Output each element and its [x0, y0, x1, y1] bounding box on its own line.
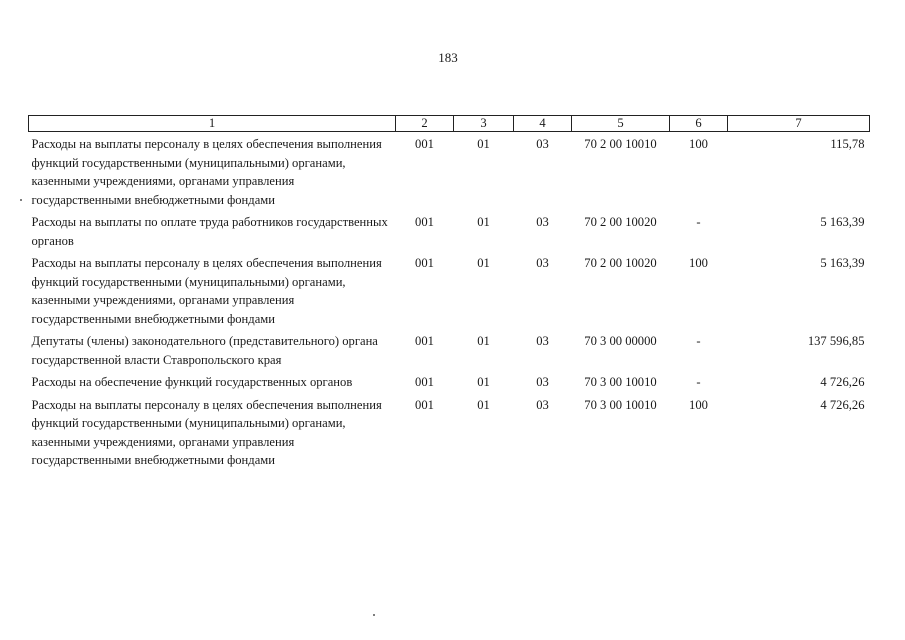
subsection-code: 03 [536, 215, 549, 229]
amount: 5 163,39 [820, 256, 865, 270]
scan-speck [20, 199, 22, 201]
page-number: 183 [438, 50, 458, 65]
target-article-code: 70 3 00 00000 [584, 334, 657, 348]
amount: 4 726,26 [820, 397, 865, 412]
header-col-3: 3 [454, 116, 514, 132]
amount: 4 726,26 [820, 375, 865, 389]
ministry-code: 001 [415, 256, 434, 270]
ministry-code: 001 [415, 334, 434, 348]
expense-type-code: - [696, 215, 701, 229]
header-col-5: 5 [572, 116, 670, 132]
header-col-4: 4 [514, 116, 572, 132]
expense-type-code: 100 [689, 137, 708, 151]
target-article-code: 70 3 00 10010 [584, 375, 657, 389]
header-col-6: 6 [670, 116, 728, 132]
ministry-code: 001 [415, 215, 434, 229]
subsection-code: 03 [536, 375, 549, 389]
section-code: 01 [477, 375, 490, 389]
section-code: 01 [477, 137, 490, 151]
expense-type-code: - [696, 334, 701, 348]
expense-name: Расходы на выплаты персоналу в целях обеспечения выполнения функций государственными (муниципальными) органами, казенными учреждениями, органами управления государственными внебюджетными фондами [31, 397, 382, 467]
header-col-7: 7 [728, 116, 870, 132]
scan-speck [373, 614, 375, 616]
section-code: 01 [477, 215, 490, 229]
section-code: 01 [477, 334, 490, 348]
expense-name: Расходы на выплаты по оплате труда работников государственных органов [31, 215, 388, 248]
amount: 137 596,85 [807, 334, 865, 348]
expense-type-code: - [696, 375, 701, 389]
expense-type-code: 100 [689, 397, 708, 412]
header-col-2: 2 [396, 116, 454, 132]
ministry-code: 001 [415, 375, 434, 389]
subsection-code: 03 [536, 137, 549, 151]
subsection-code: 03 [536, 256, 549, 270]
table-row [29, 132, 870, 214]
target-article-code: 70 2 00 10020 [584, 215, 657, 229]
ministry-code: 001 [415, 137, 434, 151]
table-row [29, 332, 870, 373]
expense-name: Депутаты (члены) законодательного (представительного) органа государственной власти Ставропольского края [31, 334, 378, 367]
target-article-code: 70 3 00 10010 [584, 397, 657, 412]
expense-type-code: 100 [689, 256, 708, 270]
table-row [29, 373, 870, 396]
target-article-code: 70 2 00 10010 [584, 137, 657, 151]
table-header [29, 116, 870, 132]
target-article-code: 70 2 00 10020 [584, 256, 657, 270]
expense-name: Расходы на выплаты персоналу в целях обеспечения выполнения функций государственными (муниципальными) органами, казенными учреждениями, органами управления государственными внебюджетными фондами [31, 256, 382, 326]
budget-table [28, 115, 870, 474]
section-code: 01 [477, 256, 490, 270]
table-body [29, 132, 870, 474]
amount: 115,78 [830, 137, 865, 151]
section-code: 01 [477, 397, 490, 412]
expense-name: Расходы на обеспечение функций государственных органов [31, 375, 353, 389]
ministry-code: 001 [415, 397, 434, 412]
subsection-code: 03 [536, 397, 549, 412]
amount: 5 163,39 [820, 215, 865, 229]
expense-name: Расходы на выплаты персоналу в целях обеспечения выполнения функций государственными (муниципальными) органами, казенными учреждениями, органами управления государственными внебюджетными фондами [31, 137, 382, 207]
table-row [29, 213, 870, 254]
header-row [29, 116, 870, 132]
header-col-1: 1 [29, 116, 396, 132]
subsection-code: 03 [536, 334, 549, 348]
table-row [29, 396, 870, 474]
table-row [29, 254, 870, 332]
